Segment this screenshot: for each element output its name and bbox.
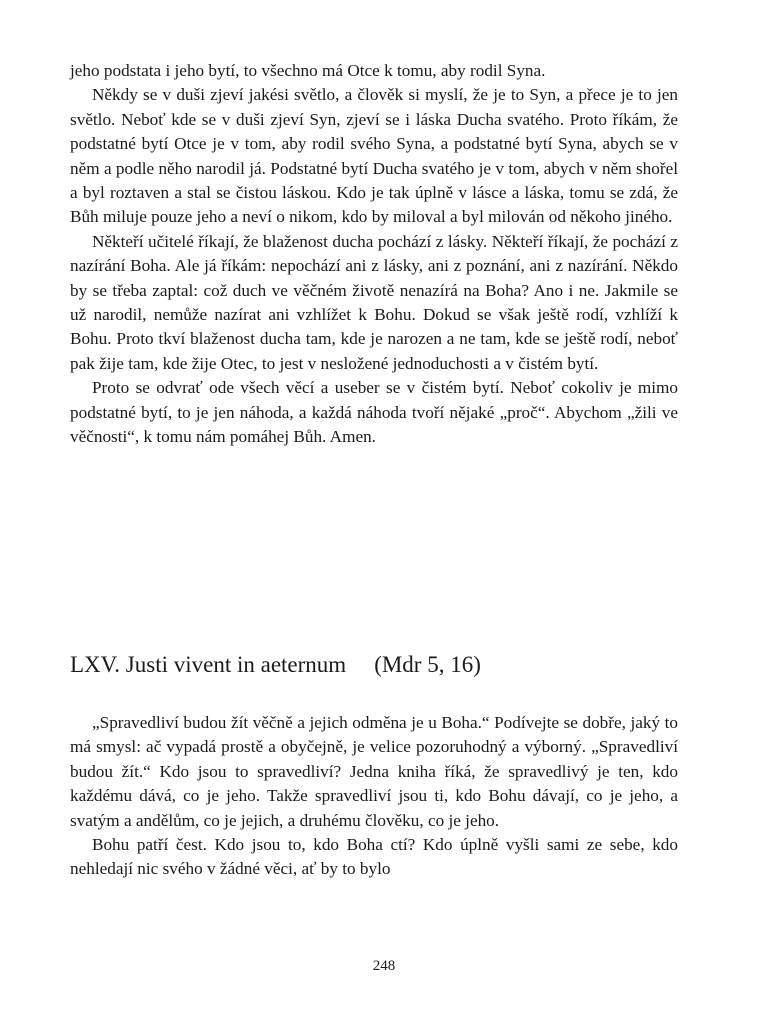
- paragraph: Někdy se v duši zjeví jakési světlo, a člověk si myslí, že je to Syn, a přece je to jen světlo. Neboť kde se v duši zjeví Syn, zjeví se i láska Ducha svatého. Proto říkám, že podstatné bytí Otce je v tom, aby rodil svého Syna, a podstatné bytí Syna, abych se v něm a podle něho narodil já. Podstatné bytí Ducha svatého je v tom, abych v něm shořel a byl roztaven a stal se čistou láskou. Kdo je tak úplně v lásce a láska, tomu se zdá, že Bůh miluje pouze jeho a neví o nikom, kdo by miloval a byl milován od někoho jiného.: [70, 85, 678, 227]
- paragraph-continuation: jeho podstata i jeho bytí, to všechno má Otce k tomu, aby rodil Syna.: [70, 61, 546, 80]
- paragraph: Někteří učitelé říkají, že blaženost ducha pochází z lásky. Někteří říkají, že pochází z nazírání Boha. Ale já říkám: nepochází ani z lásky, ani z poznání, ani z nazírání. Někdo by se třeba zaptal: což duch ve věčném životě nenazírá na Boha? Ano i ne. Jakmile se už narodil, nemůže nazírat ani vzhlížet k Bohu. Dokud se však ještě rodí, vzhlíží k Bohu. Proto tkví blaženost ducha tam, kde je narozen a ne tam, kde se ještě rodí, neboť pak žije tam, kde žije Otec, to jest v nesložené jednoduchosti a v čistém bytí.: [70, 231, 678, 373]
- chapter-reference: (Mdr 5, 16): [374, 652, 481, 677]
- page-number: 248: [372, 958, 396, 974]
- top-text-block: [70, 59, 678, 450]
- paragraph: „Spravedliví budou žít věčně a jejich odměna je u Boha.“ Podívejte se dobře, jaký to má smysl: ač vypadá prostě a obyčejně, je velice pozoruhodný a výborný. „Spravedliví budou žít.“ Kdo jsou to spravedliví? Jedna kniha říká, že spravedlivý je ten, kdo každému dává, co je jeho. Takže spravedliví jsou ti, kdo Bohu dávají, co je jeho, a svatým a andělům, co je jejich, a druhému člověku, co je jeho.: [70, 713, 678, 830]
- chapter-title: LXV. Justi vivent in aeternum: [70, 652, 347, 677]
- bottom-text-block: [70, 711, 678, 882]
- chapter-heading: [70, 650, 678, 680]
- paragraph: Proto se odvrať ode všech věcí a useber se v čistém bytí. Neboť cokoliv je mimo podstatné bytí, to je jen náhoda, a každá náhoda tvoří nějaké „proč“. Abychom „žili ve věčnosti“, k tomu nám pomáhej Bůh. Amen.: [70, 378, 678, 447]
- paragraph: Bohu patří čest. Kdo jsou to, kdo Boha ctí? Kdo úplně vyšli sami ze sebe, kdo nehledají nic svého v žádné věci, ať by to bylo: [70, 835, 678, 879]
